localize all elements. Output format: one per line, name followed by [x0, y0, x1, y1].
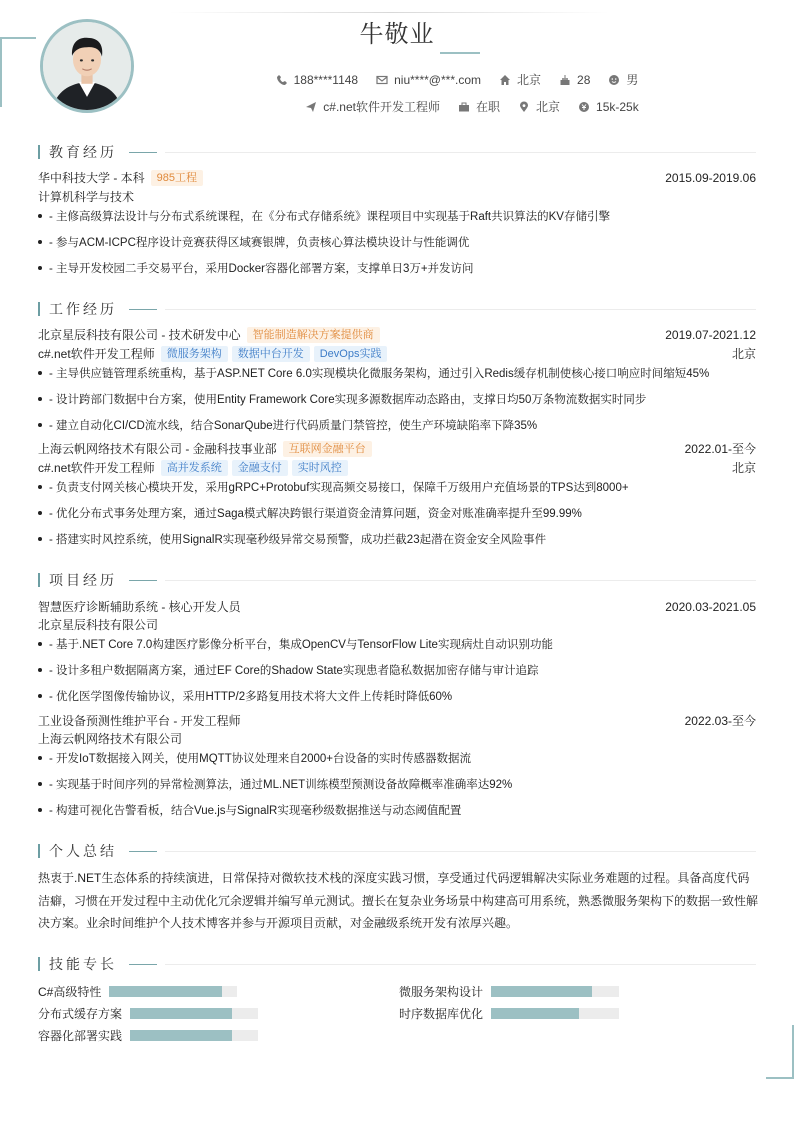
age-item [559, 73, 590, 87]
briefcase-icon [458, 101, 470, 113]
hometown-text: 北京 [517, 73, 542, 87]
job-status-text: 在职 [475, 100, 500, 114]
project-title: 项目经历 [49, 572, 117, 588]
work-section-title [38, 299, 756, 319]
job-role-row [38, 459, 756, 476]
skill-tag: 微服务架构 [161, 346, 228, 362]
email-item [376, 73, 481, 87]
skill-tag: 实时风控 [292, 460, 348, 476]
project-date: 2022.03-至今 [684, 714, 756, 728]
gender-icon [608, 74, 620, 86]
list-item: - 构建可视化告警看板，结合Vue.js与SignalR实现毫秒级数据推送与动态阈值配置 [38, 802, 756, 818]
target-position-text: c#.net软件开发工程师 [323, 100, 440, 114]
skill-name: 分布式缓存方案 [38, 1007, 123, 1021]
work-title: 工作经历 [49, 301, 117, 317]
job-role-row [38, 345, 756, 362]
list-item: - 优化医学图像传输协议，采用HTTP/2多路复用技术将大文件上传耗时降低60% [38, 688, 756, 704]
skill-tag: 数据中台开发 [232, 346, 310, 362]
target-city-text: 北京 [536, 100, 561, 114]
cake-icon [559, 74, 571, 86]
list-item: - 主导开发校园二手交易平台，采用Docker容器化部署方案，支撑单日3万+并发访问 [38, 260, 756, 276]
mail-icon [376, 74, 388, 86]
job-header-row [38, 440, 756, 457]
project-org: 上海云帆网络技术有限公司 [38, 732, 183, 746]
project-header-row [38, 598, 756, 615]
job-status-item [458, 98, 500, 115]
skill-bar-fill [130, 1030, 232, 1041]
education-title: 教育经历 [49, 144, 117, 160]
top-decor-line [170, 12, 610, 13]
skills-title: 技能专长 [49, 956, 117, 972]
skill-bar [491, 986, 619, 997]
name-underline [440, 52, 480, 54]
email-text: niu****@***.com [394, 72, 481, 87]
list-item: - 设计跨部门数据中台方案，使用Entity Framework Core实现多源数据库动态路由，支撑日均50万条物流数据实时同步 [38, 391, 756, 407]
corner-decor-bottom-right [766, 1077, 794, 1079]
skill-item [38, 1027, 258, 1044]
job-city: 北京 [731, 347, 756, 361]
list-item: - 优化分布式事务处理方案，通过Saga模式解决跨银行渠道资金清算问题，资金对账准确率提升至99.99% [38, 505, 756, 521]
skills-section-title [38, 954, 756, 974]
job-role: c#.net软件开发工程师 [38, 347, 155, 361]
major: 计算机科学与技术 [38, 190, 135, 204]
company-tag: 互联网金融平台 [283, 441, 372, 457]
skill-name: 时序数据库优化 [399, 1007, 484, 1021]
summary-text: 热衷于.NET生态体系的持续演进，日常保持对微软技术栈的深度实践习惯，享受通过代码逻辑解决实际业务难题的过程。具备高度代码洁癖，习惯在开发过程中主动优化冗余逻辑并编写单元测试。擅长在复杂业务场景中构建高可用系统，熟悉微服务架构下的数据一致性解决方案。业余时间维护个人技术博客并参与开源项目贡献，对金融级系统开发有浓厚兴趣。 [38, 871, 759, 930]
skill-bar [109, 986, 237, 997]
age-text: 28 [577, 72, 591, 87]
salary-item [578, 100, 639, 114]
company-name: 上海云帆网络技术有限公司 - 金融科技事业部 [38, 442, 277, 456]
major-row [38, 188, 756, 205]
skill-tag: 金融支付 [232, 460, 288, 476]
skill-item [399, 983, 619, 1000]
skill-item [399, 1005, 619, 1022]
home-icon [499, 74, 511, 86]
list-item: - 主修高级算法设计与分布式系统课程，在《分布式存储系统》课程项目中实现基于Raft共识算法的KV存储引擎 [38, 208, 756, 224]
job-role: c#.net软件开发工程师 [38, 461, 155, 475]
list-item: - 开发IoT数据接入网关，使用MQTT协议处理来自2000+台设备的实时传感器数据流 [38, 750, 756, 766]
job-intent-row [150, 98, 794, 115]
education-date: 2015.09-2019.06 [665, 170, 756, 185]
skill-bar-fill [491, 986, 592, 997]
target-city-item [518, 98, 560, 115]
job-header-row [38, 326, 756, 343]
school-tag: 985工程 [151, 170, 203, 186]
project-name: 智慧医疗诊断辅助系统 - 核心开发人员 [38, 600, 241, 614]
skill-bar [491, 1008, 619, 1019]
list-item: - 负责支付网关核心模块开发，采用gRPC+Protobuf实现高频交易接口，保障千万级用户充值场景的TPS达到8000+ [38, 479, 756, 495]
contact-info-row [120, 71, 794, 88]
list-item: - 搭建实时风控系统，使用SignalR实现毫秒级异常交易预警，成功拦截23起潜在资金安全风险事件 [38, 531, 756, 547]
skill-tag: 高并发系统 [161, 460, 228, 476]
job-city: 北京 [731, 461, 756, 475]
send-icon [305, 101, 317, 113]
summary-title: 个人总结 [49, 843, 117, 859]
skill-name: 容器化部署实践 [38, 1029, 123, 1043]
skill-bar-fill [130, 1008, 232, 1019]
skill-bar-fill [491, 1008, 579, 1019]
skill-bar [130, 1030, 258, 1041]
phone-item [276, 73, 359, 87]
job-date: 2022.01-至今 [684, 442, 756, 456]
list-item: - 实现基于时间序列的异常检测算法，通过ML.NET训练模型预测设备故障概率准确率达92% [38, 776, 756, 792]
project-org: 北京星辰科技有限公司 [38, 618, 159, 632]
location-icon [518, 101, 530, 113]
project-header-row [38, 712, 756, 729]
salary-icon [578, 101, 590, 113]
gender-text: 男 [626, 73, 639, 87]
job-date: 2019.07-2021.12 [665, 327, 756, 342]
education-header-row [38, 169, 756, 186]
target-position-item [305, 98, 440, 115]
project-org-row [38, 730, 756, 747]
project-date: 2020.03-2021.05 [665, 599, 756, 614]
list-item: - 主导供应链管理系统重构，基于ASP.NET Core 6.0实现模块化微服务架构，通过引入Redis缓存机制使核心接口响应时间缩短45% [38, 365, 756, 381]
project-section-title [38, 570, 756, 590]
salary-text: 15k-25k [596, 99, 639, 114]
list-item: - 设计多租户数据隔离方案，通过EF Core的Shadow State实现患者隐私数据加密存储与审计追踪 [38, 662, 756, 678]
summary-section-title [38, 841, 756, 861]
skill-name: C#高级特性 [38, 985, 102, 999]
skill-item [38, 1005, 258, 1022]
project-org-row [38, 616, 756, 633]
list-item: - 参与ACM-ICPC程序设计竞赛获得区域赛银牌，负责核心算法模块设计与性能调优 [38, 234, 756, 250]
skill-tag: DevOps实践 [314, 346, 388, 362]
skill-bar-fill [109, 986, 222, 997]
phone-icon [276, 74, 288, 86]
skill-item [38, 983, 237, 1000]
list-item: - 基于.NET Core 7.0构建医疗影像分析平台，集成OpenCV与TensorFlow Lite实现病灶自动识别功能 [38, 636, 756, 652]
phone-text: 188****1148 [293, 72, 359, 87]
company-name: 北京星辰科技有限公司 - 技术研发中心 [38, 328, 241, 342]
project-name: 工业设备预测性维护平台 - 开发工程师 [38, 714, 241, 728]
hometown-item [499, 71, 541, 88]
skill-bar [130, 1008, 258, 1019]
company-tag: 智能制造解决方案提供商 [247, 327, 380, 343]
skill-name: 微服务架构设计 [399, 985, 484, 999]
gender-item [608, 71, 638, 88]
school-name: 华中科技大学 - 本科 [38, 171, 145, 185]
candidate-name: 牛敬业 [359, 21, 435, 48]
list-item: - 建立自动化CI/CD流水线，结合SonarQube进行代码质量门禁管控，使生产环境缺陷率下降35% [38, 417, 756, 433]
education-section-title [38, 142, 756, 162]
